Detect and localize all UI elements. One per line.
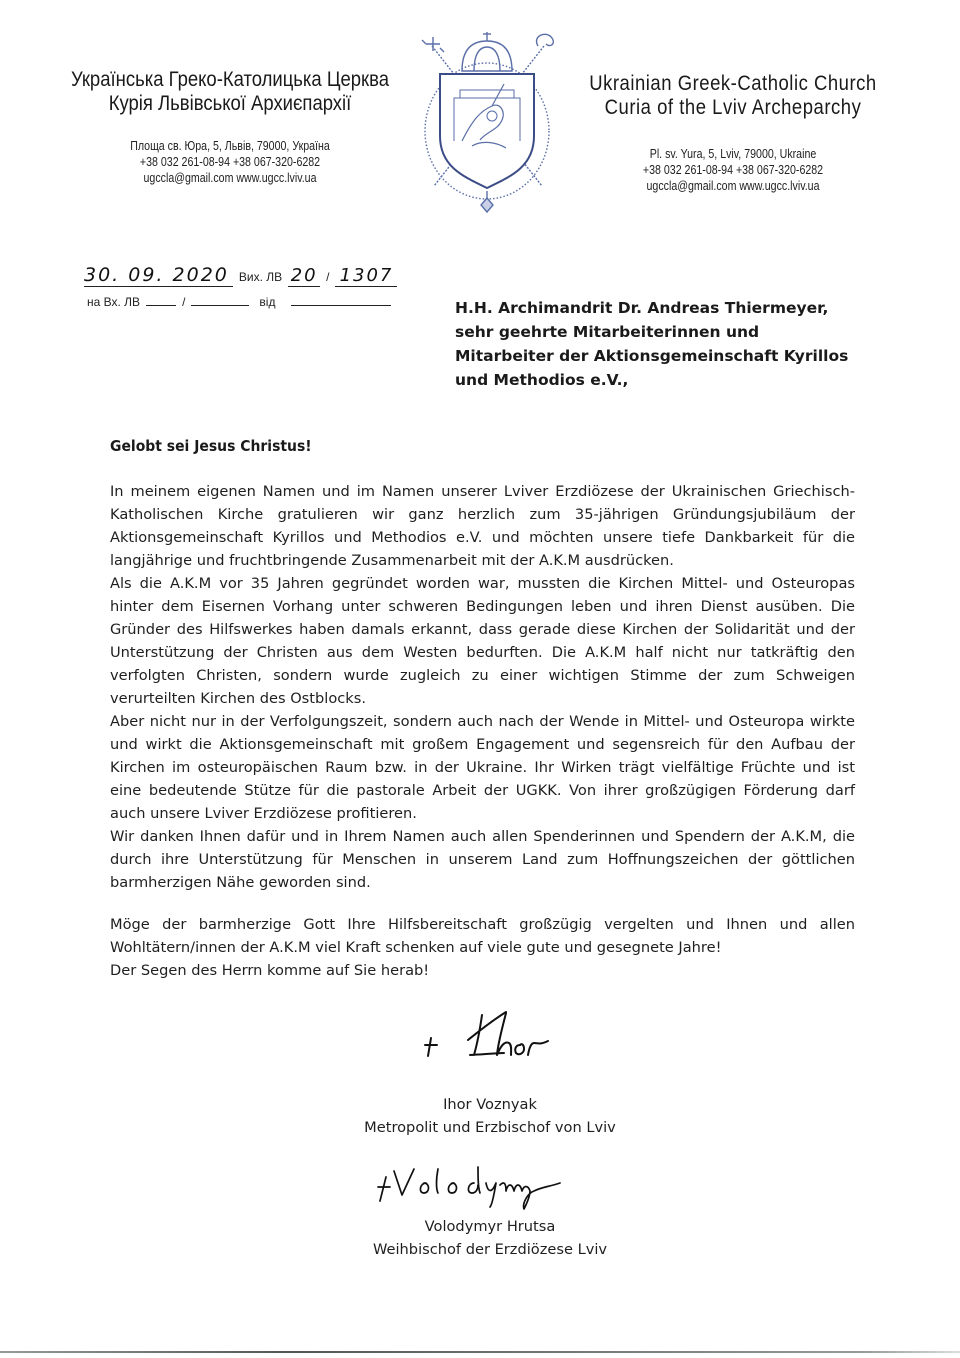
contacts-ukrainian: ugccla@gmail.com www.ugcc.lviv.ua: [143, 171, 317, 185]
incoming-separator: /: [182, 295, 186, 309]
text-line: Unterstützung der Christen aus dem Westen bedurften. Die A.K.M half nicht nur tatkräftig den: [110, 644, 855, 661]
letterhead-left: [40, 68, 420, 186]
recipient-address: [455, 296, 875, 392]
handwritten-signature-volodymyr: [330, 1163, 650, 1215]
handwritten-signature-ihor: [330, 1005, 650, 1085]
text-line: Kirchen im osteuropäischen Raum bzw. in der Ukraine. Ihr Wirken trägt vielfältige Früchte und ist: [110, 759, 855, 776]
phones-english: +38 032 261-08-94 +38 067-320-6282: [642, 163, 824, 177]
text-line: auch unsere Lviver Erzdiözese profitieren.: [110, 805, 417, 822]
signature-block-1: [330, 1005, 650, 1139]
coat-of-arms-icon: [412, 26, 562, 216]
text-line: langjährige und fruchtbringende Zusammenarbeit mit der A.K.M ausdrücken.: [110, 552, 674, 569]
paragraph-2: [110, 572, 855, 710]
text-line: Aktionsgemeinschaft Kyrillos und Methodios e.V. und möchten unsere tiefe Dankbarkeit für die: [110, 529, 855, 546]
letter-body: [110, 480, 855, 982]
outgoing-date: 30. 09. 2020: [84, 264, 233, 287]
address-english: Pl. sv. Yura, 5, Lviv, 79000, Ukraine: [649, 147, 817, 161]
signatory-name-1: Ihor Voznyak: [443, 1096, 537, 1113]
signature-block-2: [330, 1163, 650, 1261]
paragraph-3: [110, 710, 855, 825]
incoming-number-2-blank: [191, 293, 249, 306]
outgoing-number-1: 20: [288, 265, 320, 287]
address-ukrainian: Площа св. Юра, 5, Львів, 79000, Україна: [130, 139, 330, 153]
text-line: Der Segen des Herrn komme auf Sie herab!: [110, 962, 430, 979]
signatory-title-1: Metropolit und Erzbischof von Lviv: [364, 1119, 616, 1136]
greeting: Gelobt sei Jesus Christus!: [110, 437, 312, 455]
number-separator: /: [326, 270, 330, 284]
text-line: Katholischen Kirche gratulieren wir ganz herzlich zum 35-jährigen Gründungsjubiläum der: [110, 506, 855, 523]
text-line: verurteilten Kirchen des Ostblocks.: [110, 690, 366, 707]
text-line: durch ihre Unterstützung für Menschen in unserem Land zum Hoffnungszeichen der göttlichen: [110, 851, 855, 868]
recipient-line: und Methodios e.V.,: [455, 371, 629, 389]
text-line: Als die A.K.M vor 35 Jahren gegründet worden war, mussten die Kirchen Mittel- und Osteuropas: [110, 575, 855, 592]
recipient-line: sehr geehrte Mitarbeiterinnen und: [455, 323, 760, 341]
registration-block: [84, 264, 424, 309]
paragraph-1: [110, 480, 855, 572]
incoming-label: на Вх. ЛВ: [87, 295, 141, 309]
text-line: und wirkt die Aktionsgemeinschaft mit großem Engagement und segensreich für den Aufbau der: [110, 736, 855, 753]
contacts-english: ugccla@gmail.com www.ugcc.lviv.ua: [646, 179, 820, 193]
phones-ukrainian: +38 032 261-08-94 +38 067-320-6282: [139, 155, 321, 169]
text-line: hinter dem Eisernen Vorhang unter schweren Bedingungen leben und ihren Dienst ausüben. Die: [110, 598, 855, 615]
paragraph-4: [110, 825, 855, 894]
scan-edge-line: [0, 1351, 960, 1353]
text-line: verfolgten Christen, sondern wurde zugleich zu einer wichtigen Stimme der zum Schweigen: [110, 667, 855, 684]
church-name-ukrainian: Українська Греко-Католицька Церква: [70, 68, 390, 91]
paragraph-5: [110, 913, 855, 982]
curia-name-english: Curia of the Lviv Archeparchy: [604, 96, 862, 119]
letterhead-right: [548, 72, 918, 194]
curia-name-ukrainian: Курія Львівської Архиєпархії: [108, 92, 352, 115]
outgoing-number-2: 1307: [335, 265, 397, 287]
text-line: barmherzigen Nähe geworden sind.: [110, 874, 371, 891]
text-line: Wir danken Ihnen dafür und in Ihrem Namen auch allen Spenderinnen und Spendern der A.K.M, die: [110, 828, 855, 845]
recipient-line: H.H. Archimandrit Dr. Andreas Thiermeyer,: [455, 299, 829, 317]
text-line: Aber nicht nur in der Verfolgungszeit, sondern auch nach der Wende in Mittel- und Osteuropa wirkte: [110, 713, 855, 730]
outgoing-label: Вих. ЛВ: [238, 270, 283, 284]
from-label: від: [259, 295, 276, 309]
signatory-title-2: Weihbischof der Erzdiözese Lviv: [372, 1241, 608, 1258]
incoming-number-1-blank: [146, 293, 176, 306]
recipient-line: Mitarbeiter der Aktionsgemeinschaft Kyrillos: [455, 347, 849, 365]
text-line: Wohltätern/innen der A.K.M viel Kraft schenken auf viele gute und gesegnete Jahre!: [110, 939, 722, 956]
text-line: eine bedeutende Stütze für die pastorale Arbeit der UGKK. Von ihrer großzügigen Förderung darf: [110, 782, 855, 799]
church-name-english: Ukrainian Greek-Catholic Church: [589, 72, 877, 95]
signatory-name-2: Volodymyr Hrutsa: [424, 1218, 556, 1235]
from-date-blank: [291, 293, 391, 306]
text-line: In meinem eigenen Namen und im Namen unserer Lviver Erzdiözese der Ukrainischen Griechisch-: [110, 483, 855, 500]
text-line: Möge der barmherzige Gott Ihre Hilfsbereitschaft großzügig vergelten und Ihnen und allen: [110, 916, 855, 933]
text-line: Gründer des Hilfswerkes haben damals erkannt, dass gerade diese Kirchen der Solidarität und der: [110, 621, 855, 638]
